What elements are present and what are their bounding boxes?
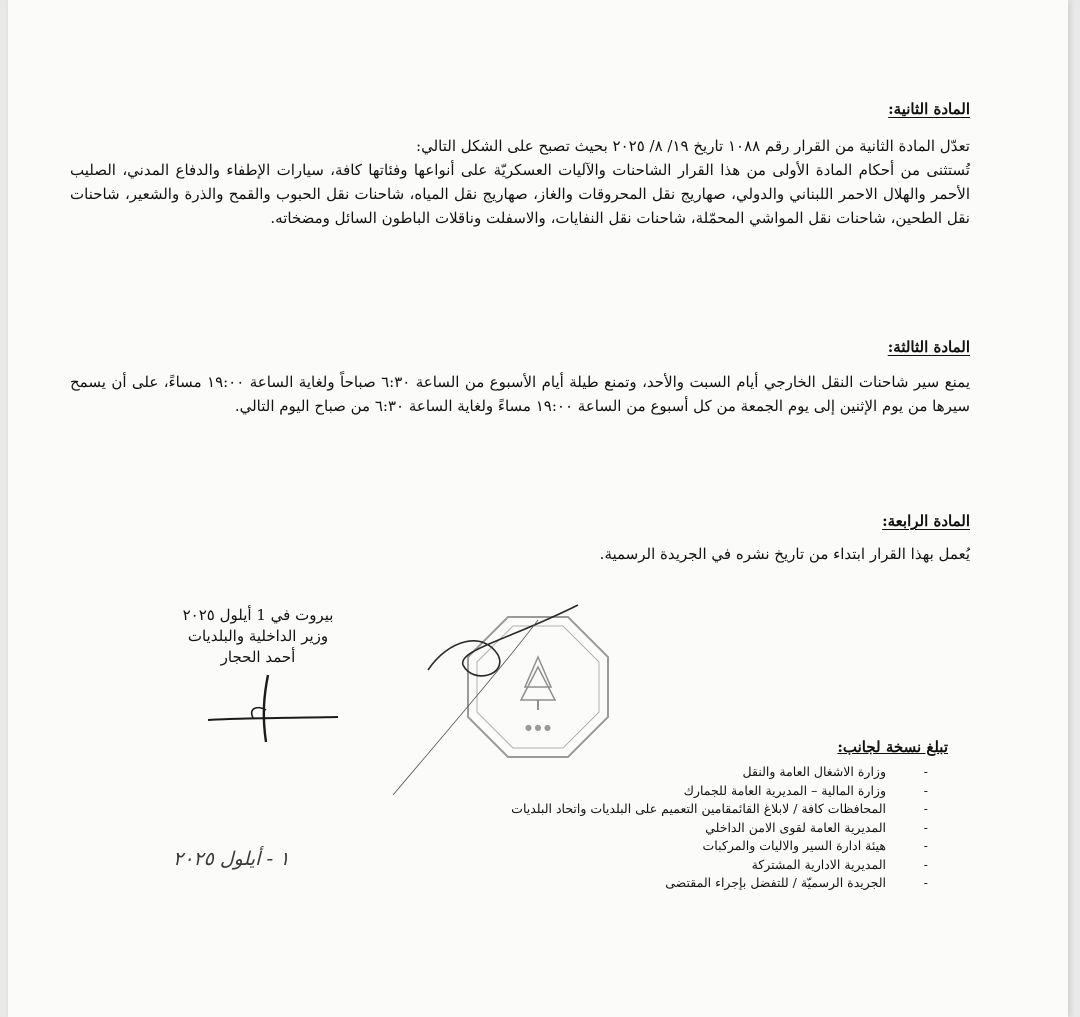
article-2-body: تُستثنى من أحكام المادة الأولى من هذا القرار الشاحنات والآليات العسكريّة على أنواعها وفئاتها كافة، سيارات الإطفاء والدفاع المدني، الصليب الأحمر والهلال الاحمر اللبناني والدولي، صهاريج نقل المحروقات والغاز، صهاريج نقل المياه، شاحنات نقل الحبوب والقمح والذرة والشعير، شاحنات نقل الطحين، شاحنات نقل المواشي المحمّلة، شاحنات نقل النفايات، والاسفلت وناقلات الباطون السائل ومضخاته. — [70, 161, 970, 227]
list-item: - المحافظات كافة / لابلاغ القائمقامين التعميم على البلديات واتحاد البلديات — [511, 801, 928, 816]
signature-title: وزير الداخلية والبلديات — [187, 627, 329, 645]
article-3-body: يمنع سير شاحنات النقل الخارجي أيام السبت والأحد، وتمنع طيلة أيام الأسبوع من الساعة ٦:٣٠ صباحاً ولغاية الساعة ١٩:٠٠ مساءً، على أن يسمح سيرها من يوم الإثنين إلى يوم الجمعة من كل أسبوع من الساعة ١٩:٠٠ مساءً ولغاية الساعة ٦:٣٠ من صباح اليوم التالي. — [70, 373, 971, 415]
article-4-heading: المادة الرابعة: — [882, 512, 970, 530]
signature-place-date: بيروت في 1 أيلول ٢٠٢٥ — [182, 606, 334, 624]
article-3-heading: المادة الثالثة: — [887, 338, 970, 356]
article-2-heading: المادة الثانية: — [888, 100, 970, 118]
list-item: - وزارة الاشغال العامة والنقل — [742, 764, 928, 779]
list-item: - وزارة المالية – المديرية العامة للجمارك — [683, 782, 928, 798]
copies-heading: تبلغ نسخة لجانب: — [837, 738, 948, 756]
handwritten-date: ١ - أيلول ٢٠٢٥ — [173, 848, 290, 870]
signature-block — [158, 605, 358, 668]
article-2-intro: تعدّل المادة الثانية من القرار رقم ١٠٨٨ تاريخ ١٩/ ٨/ ٢٠٢٥ بحيث تصبح على الشكل التالي: — [416, 137, 970, 155]
minister-signature-mark — [198, 670, 358, 750]
article-4-body: يُعمل بهذا القرار ابتداء من تاريخ نشره في الجريدة الرسمية. — [599, 545, 970, 563]
list-item: - المديرية العامة لقوى الامن الداخلي — [705, 819, 928, 835]
list-item: - الجريدة الرسميّة / للتفضل بإجراء المقتضى — [665, 875, 928, 890]
document-page — [8, 0, 1068, 1017]
distribution-list — [328, 763, 928, 893]
list-item: - هيئة ادارة السير والاليات والمركبات — [702, 838, 928, 853]
signature-name: أحمد الحجار — [220, 648, 296, 666]
article-2-text — [70, 134, 970, 230]
svg-text:● ● ●: ● ● ● — [524, 723, 552, 732]
list-item: - المديرية الادارية المشتركة — [751, 856, 928, 872]
